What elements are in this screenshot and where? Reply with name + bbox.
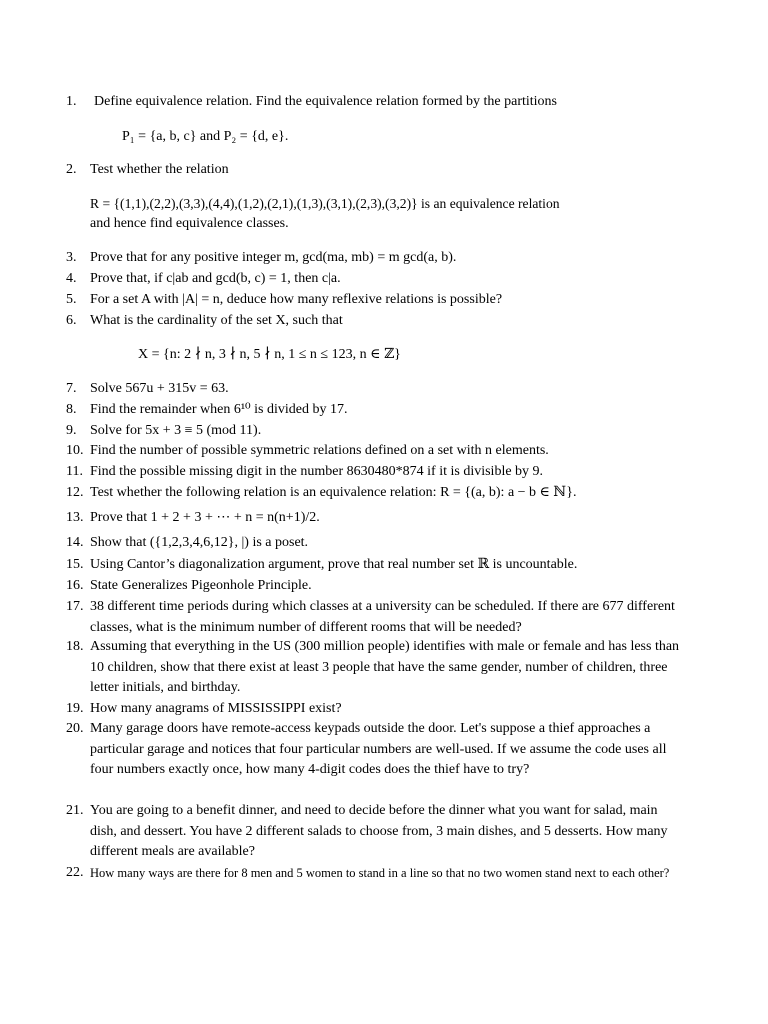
question-text: How many ways are there for 8 men and 5 women to stand in a line so that no two women stand next to each other? [90,866,670,880]
question-number: 10. [66,443,84,458]
question-number: 8. [66,402,77,417]
question-text: 38 different time periods during which classes at a university can be scheduled. If there are 677 different classes, what is the minimum number of different rooms that will be needed? [90,599,675,635]
question-number: 1. [66,94,77,109]
question-number: 11. [66,464,83,479]
question-formula: P₁ = {a, b, c} and P₂ = {d, e}. [122,129,289,144]
question-number: 19. [66,701,84,716]
question-text: Assuming that everything in the US (300 million people) identifies with male or female and has less than 10 children, show that there exist at least 3 people that have the same gender, number of children, three letter initials, and birthday. [90,639,680,695]
question-text: Test whether the relation [90,162,229,177]
question-number: 12. [66,485,84,500]
question-text: Define equivalence relation. Find the equivalence relation formed by the partitions [94,94,557,109]
question-text: For a set A with |A| = n, deduce how many reflexive relations is possible? [90,292,503,307]
question-text: Test whether the following relation is an equivalence relation: R = {(a, b): a − b ∈ ℕ}. [90,485,577,500]
question-text-continued: and hence find equivalence classes. [90,216,289,231]
question-text: Solve for 5x + 3 ≡ 5 (mod 11). [90,423,262,438]
question-number: 14. [66,535,84,550]
question-text: Many garage doors have remote-access keypads outside the door. Let's suppose a thief approaches a particular garage and notices that four particular numbers are well-used. If we assume the code uses all four numbers exactly once, how many 4-digit codes does the thief have to try? [90,721,667,777]
question-text: Prove that, if c|ab and gcd(b, c) = 1, then c|a. [90,271,341,286]
question-number: 20. [66,721,84,736]
question-number: 2. [66,162,77,177]
question-text: Solve 567u + 315v = 63. [90,381,229,396]
question-number: 4. [66,271,77,286]
question-number: 21. [66,803,84,818]
question-formula: R = {(1,1),(2,2),(3,3),(4,4),(1,2),(2,1),(1,3),(3,1),(2,3),(3,2)} is an equivalence relation [90,196,560,211]
question-text: You are going to a benefit dinner, and need to decide before the dinner what you want for salad, main dish, and dessert. You have 2 different salads to choose from, 3 main dishes, and 5 desserts. How many different meals are available? [90,803,668,859]
question-number: 3. [66,250,77,265]
question-formula: X = {n: 2 ∤ n, 3 ∤ n, 5 ∤ n, 1 ≤ n ≤ 123, n ∈ ℤ} [138,347,401,362]
question-number: 18. [66,639,84,654]
question-number: 6. [66,313,77,328]
question-text: Prove that 1 + 2 + 3 + ⋯ + n = n(n+1)/2. [90,510,320,525]
question-text: Prove that for any positive integer m, gcd(ma, mb) = m gcd(a, b). [90,250,457,265]
question-number: 16. [66,578,84,593]
question-number: 17. [66,599,84,614]
question-text: Find the number of possible symmetric relations defined on a set with n elements. [90,443,549,458]
question-text: Using Cantor’s diagonalization argument, prove that real number set ℝ is uncountable. [90,557,578,572]
question-number: 15. [66,557,84,572]
question-number: 7. [66,381,77,396]
question-number: 9. [66,423,77,438]
question-number: 5. [66,292,77,307]
question-text: Find the remainder when 6¹⁰ is divided by 17. [90,402,348,417]
question-text: Show that ({1,2,3,4,6,12}, |) is a poset. [90,535,309,550]
question-text: How many anagrams of MISSISSIPPI exist? [90,701,342,716]
question-number: 22. [66,865,84,880]
question-number: 13. [66,510,84,525]
question-text: Find the possible missing digit in the number 8630480*874 if it is divisible by 9. [90,464,544,479]
question-text: What is the cardinality of the set X, such that [90,313,343,328]
question-text: State Generalizes Pigeonhole Principle. [90,578,312,593]
